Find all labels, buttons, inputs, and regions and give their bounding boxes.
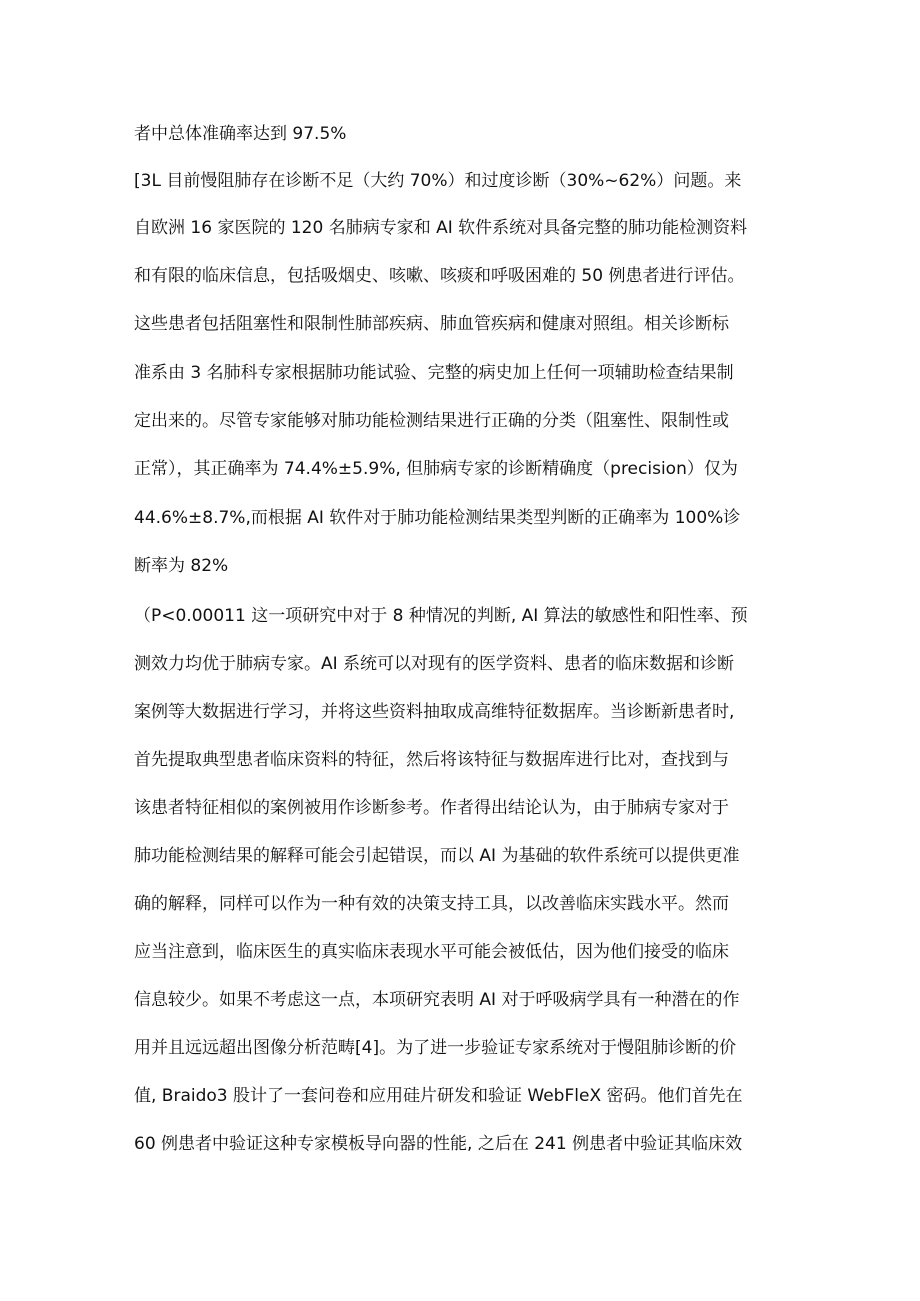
text-line-18: 应当注意到，临床医生的真实临床表现水平可能会被低估，因为他们接受的临床 bbox=[134, 942, 729, 962]
text-line-9: 44.6%±8.7%,而根据 AI 软件对于肺功能检测结果类型判断的正确率为 100%诊 bbox=[134, 508, 741, 528]
text-line-11: （P<0.00011 这一项研究中对于 8 种情况的判断, AI 算法的敏感性和阳性率、预 bbox=[134, 606, 748, 626]
text-line-3: 自欧洲 16 家医院的 120 名肺病专家和 AI 软件系统对具备完整的肺功能检测资料 bbox=[134, 218, 748, 238]
text-line-6: 准系由 3 名肺科专家根据肺功能试验、完整的病史加上任何一项辅助检查结果制 bbox=[134, 363, 734, 383]
text-line-7: 定出来的。尽管专家能够对肺功能检测结果进行正确的分类（阻塞性、限制性或 bbox=[134, 411, 729, 431]
text-line-22: 60 例患者中验证这种专家模板导向器的性能, 之后在 241 例患者中验证其临床效 bbox=[134, 1134, 743, 1154]
text-line-14: 首先提取典型患者临床资料的特征，然后将该特征与数据库进行比对，查找到与 bbox=[134, 750, 729, 770]
text-line-15: 该患者特征相似的案例被用作诊断参考。作者得出结论认为，由于肺病专家对于 bbox=[134, 798, 729, 818]
text-line-13: 案例等大数据进行学习，并将这些资料抽取成高维特征数据库。当诊断新患者时, bbox=[134, 702, 735, 722]
text-line-2: [3L 目前慢阻肺存在诊断不足（大约 70%）和过度诊断（30%~62%）问题。来 bbox=[134, 171, 742, 191]
text-line-12: 测效力均优于肺病专家。AI 系统可以对现有的医学资料、患者的临床数据和诊断 bbox=[134, 654, 735, 674]
text-line-1: 者中总体准确率达到 97.5% bbox=[134, 124, 347, 144]
text-line-10: 断率为 82% bbox=[134, 556, 229, 576]
text-line-17: 确的解释，同样可以作为一种有效的决策支持工具，以改善临床实践水平。然而 bbox=[134, 894, 729, 914]
text-line-4: 和有限的临床信息，包括吸烟史、咳嗽、咳痰和呼吸困难的 50 例患者进行评估。 bbox=[134, 266, 745, 286]
text-line-20: 用并且远远超出图像分析范畴[4]。为了进一步验证专家系统对于慢阻肺诊断的价 bbox=[134, 1038, 737, 1058]
text-line-21: 值, Braido3 股计了一套问卷和应用硅片研发和验证 WebFleX 密码。他们首先在 bbox=[134, 1086, 743, 1106]
text-line-8: 正常），其正确率为 74.4%±5.9%, 但肺病专家的诊断精确度（precision）仅为 bbox=[134, 459, 738, 479]
text-line-19: 信息较少。如果不考虑这一点，本项研究表明 AI 对于呼吸病学具有一种潜在的作 bbox=[134, 990, 740, 1010]
text-line-5: 这些患者包括阻塞性和限制性肺部疾病、肺血管疾病和健康对照组。相关诊断标 bbox=[134, 314, 729, 334]
text-line-16: 肺功能检测结果的解释可能会引起错误，而以 AI 为基础的软件系统可以提供更准 bbox=[134, 846, 740, 866]
